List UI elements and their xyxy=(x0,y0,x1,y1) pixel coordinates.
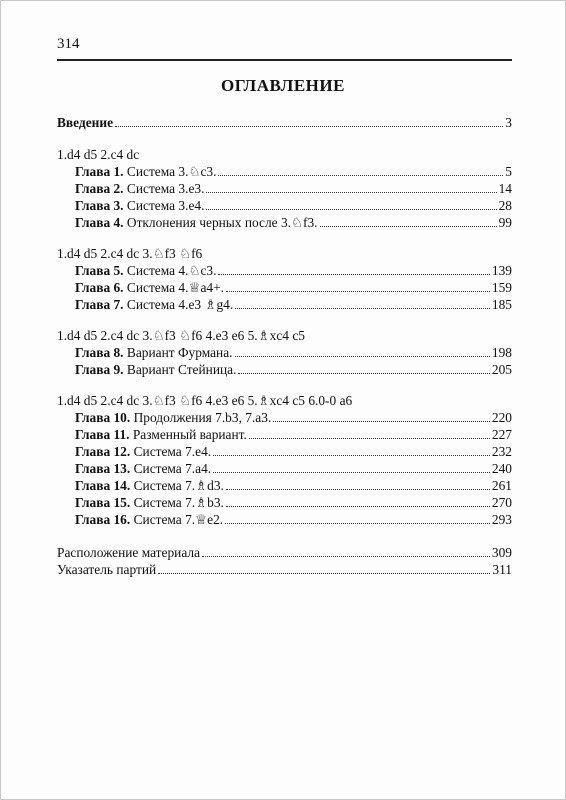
toc-entry-chapter-6[interactable] xyxy=(57,279,512,296)
chapter-label: Глава 3. xyxy=(75,198,124,213)
chapter-label: Глава 10. xyxy=(75,410,131,425)
toc-entry-chapter-9[interactable] xyxy=(57,361,512,378)
toc-entry-material-layout[interactable] xyxy=(57,544,512,561)
section-heading-1: 1.d4 d5 2.c4 dc xyxy=(57,147,140,162)
toc-entry-page: 14 xyxy=(498,181,512,196)
dot-leader xyxy=(206,192,496,193)
dot-leader xyxy=(213,455,490,456)
chapter-title: Вариант Фурмана. xyxy=(126,345,233,360)
chapter-title: Система 7.♕e2. xyxy=(133,512,224,527)
dot-leader xyxy=(158,573,490,574)
dot-leader xyxy=(320,226,497,227)
toc-entry-page: 28 xyxy=(498,198,512,213)
chapter-label: Глава 12. xyxy=(75,444,131,459)
toc-entry-intro[interactable] xyxy=(57,114,512,131)
toc-entry-chapter-10[interactable] xyxy=(57,409,512,426)
chapter-title: Отклонения черных после 3.♘f3. xyxy=(126,215,318,230)
toc-entry-chapter-15[interactable] xyxy=(57,494,512,511)
chapter-label: Глава 5. xyxy=(75,263,124,278)
toc-entry-page: 293 xyxy=(491,512,512,527)
section-heading-4: 1.d4 d5 2.c4 dc 3.♘f3 ♘f6 4.e3 e6 5.♗xc4 c5 6.0-0 a6 xyxy=(57,393,353,408)
dot-leader xyxy=(225,523,490,524)
toc-entry-chapter-12[interactable] xyxy=(57,443,512,460)
toc-entry-chapter-16[interactable] xyxy=(57,511,512,528)
chapter-title: Вариант Стейница. xyxy=(126,362,237,377)
chapter-title: Система 7.♗d3. xyxy=(133,478,224,493)
page-title: ОГЛАВЛЕНИЕ xyxy=(221,76,345,95)
chapter-label: Глава 2. xyxy=(75,181,124,196)
dot-leader xyxy=(206,209,496,210)
table-of-contents xyxy=(57,114,512,578)
chapter-title: Система 3.e3. xyxy=(126,181,205,196)
chapter-label: Глава 13. xyxy=(75,461,131,476)
chapter-label: Глава 16. xyxy=(75,512,131,527)
toc-entry-title: Указатель партий xyxy=(57,562,157,577)
toc-entry-chapter-13[interactable] xyxy=(57,460,512,477)
toc-entry-page: 3 xyxy=(505,115,512,130)
chapter-label: Глава 7. xyxy=(75,297,124,312)
chapter-title: Система 7.e4. xyxy=(133,444,212,459)
dot-leader xyxy=(235,356,490,357)
chapter-title: Система 3.e4. xyxy=(126,198,205,213)
chapter-label: Глава 8. xyxy=(75,345,124,360)
dot-leader xyxy=(115,126,503,127)
chapter-title: Система 7.♗b3. xyxy=(133,495,224,510)
toc-entry-page: 99 xyxy=(498,215,512,230)
toc-entry-title: Расположение материала xyxy=(57,545,201,560)
chapter-label: Глава 1. xyxy=(75,164,124,179)
toc-entry-page: 198 xyxy=(491,345,512,360)
chapter-title: Система 4.e3 ♗g4. xyxy=(126,297,234,312)
chapter-label: Глава 6. xyxy=(75,280,124,295)
toc-entry-page: 309 xyxy=(491,545,512,560)
toc-entry-intro-label: Введение xyxy=(57,115,114,130)
chapter-title: Продолжения 7.b3, 7.a3. xyxy=(133,410,272,425)
toc-entry-page: 232 xyxy=(491,444,512,459)
toc-entry-page: 139 xyxy=(491,263,512,278)
toc-entry-chapter-8[interactable] xyxy=(57,344,512,361)
toc-entry-page: 270 xyxy=(491,495,512,510)
dot-leader xyxy=(273,421,490,422)
chapter-label: Глава 9. xyxy=(75,362,124,377)
toc-entry-chapter-5[interactable] xyxy=(57,262,512,279)
dot-leader xyxy=(218,274,489,275)
toc-entry-chapter-2[interactable] xyxy=(57,180,512,197)
toc-entry-page: 227 xyxy=(491,427,512,442)
chapter-label: Глава 4. xyxy=(75,215,124,230)
toc-entry-page: 311 xyxy=(492,562,512,577)
toc-entry-page: 159 xyxy=(491,280,512,295)
toc-entry-games-index[interactable] xyxy=(57,561,512,578)
toc-entry-chapter-14[interactable] xyxy=(57,477,512,494)
chapter-title: Система 7.a4. xyxy=(133,461,212,476)
dot-leader xyxy=(226,489,490,490)
dot-leader xyxy=(249,438,490,439)
toc-entry-chapter-1[interactable] xyxy=(57,163,512,180)
dot-leader xyxy=(226,291,490,292)
dot-leader xyxy=(218,175,503,176)
dot-leader xyxy=(213,472,490,473)
chapter-label: Глава 15. xyxy=(75,495,131,510)
chapter-label: Глава 11. xyxy=(75,427,130,442)
toc-entry-chapter-3[interactable] xyxy=(57,197,512,214)
toc-entry-page: 220 xyxy=(491,410,512,425)
chapter-title: Система 4.♘c3. xyxy=(126,263,217,278)
toc-entry-page: 240 xyxy=(491,461,512,476)
toc-entry-chapter-4[interactable] xyxy=(57,214,512,231)
section-heading-3: 1.d4 d5 2.c4 dc 3.♘f3 ♘f6 4.e3 e6 5.♗xc4 c5 xyxy=(57,328,305,343)
dot-leader xyxy=(235,308,490,309)
toc-entry-page: 185 xyxy=(491,297,512,312)
page-number: 314 xyxy=(57,36,80,52)
toc-entry-page: 5 xyxy=(505,164,512,179)
toc-entry-page: 205 xyxy=(491,362,512,377)
header-rule xyxy=(57,59,512,61)
toc-entry-page: 261 xyxy=(491,478,512,493)
toc-entry-chapter-7[interactable] xyxy=(57,296,512,313)
dot-leader xyxy=(238,373,489,374)
dot-leader xyxy=(202,556,490,557)
chapter-title: Система 3.♘c3. xyxy=(126,164,217,179)
chapter-label: Глава 14. xyxy=(75,478,131,493)
section-heading-2: 1.d4 d5 2.c4 dc 3.♘f3 ♘f6 xyxy=(57,246,203,261)
dot-leader xyxy=(226,506,490,507)
toc-entry-chapter-11[interactable] xyxy=(57,426,512,443)
chapter-title: Система 4.♕a4+. xyxy=(126,280,225,295)
chapter-title: Разменный вариант. xyxy=(132,427,247,442)
